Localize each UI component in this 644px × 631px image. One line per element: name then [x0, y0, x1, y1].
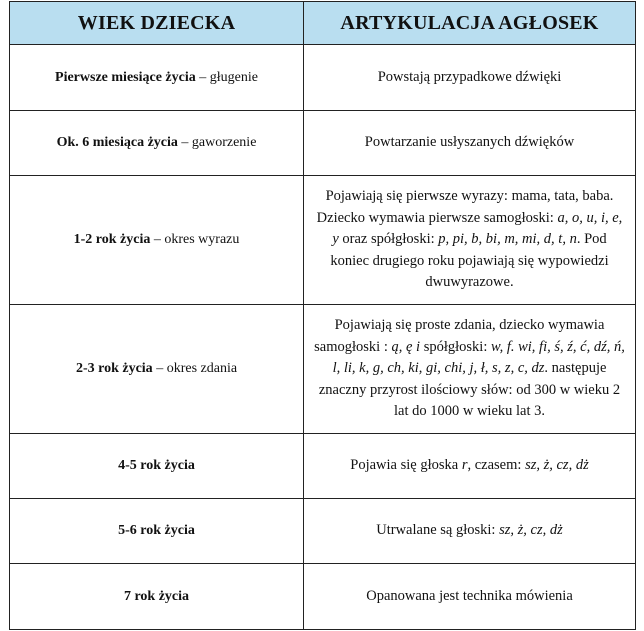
age-cell — [10, 111, 304, 176]
table-body — [10, 45, 636, 630]
articulation-text: . Pod koniec drugiego roku pojawiają się wypowiedzi dwuwyrazowe. — [330, 231, 609, 291]
age-period: – gługenie — [195, 69, 258, 85]
age-label: 7 rok życia — [123, 588, 190, 604]
articulation-cell — [304, 499, 636, 564]
sound-examples: sz, ż, cz, dż — [525, 457, 589, 474]
table-header-row — [10, 2, 636, 45]
age-label: 2-3 rok życia — [75, 361, 153, 376]
table-row — [10, 45, 636, 111]
articulation-text: Pojawiają się proste zdania, dziecko wymawia samogłoski : — [314, 317, 605, 355]
age-label: Pierwsze miesiące życia — [55, 69, 196, 85]
articulation-cell — [304, 176, 636, 305]
articulation-cell — [304, 564, 636, 630]
header-age: WIEK DZIECKA — [10, 2, 304, 45]
table-row — [10, 564, 636, 630]
articulation-text: Utrwalane są głoski: — [376, 522, 500, 539]
age-cell — [10, 434, 304, 499]
table-row — [10, 499, 636, 564]
table-row — [10, 176, 636, 305]
table-row — [10, 111, 636, 176]
sound-examples: r — [461, 457, 468, 474]
sound-examples: a, o, u, i, e, y — [332, 209, 623, 248]
age-label: 1-2 rok życia — [73, 232, 151, 247]
age-label: 5-6 rok życia — [118, 523, 195, 538]
table-row — [10, 434, 636, 499]
sound-examples: w, f. wi, fi, ś, ź, ć, dź, ń, l, li, k, g, ch, ki, gi, chi, j, ł, s, z, c, dz — [332, 338, 625, 377]
articulation-cell — [304, 434, 636, 499]
sound-examples: p, pi, b, bi, m, mi, d, t, n — [438, 231, 577, 248]
age-period: – okres zdania — [152, 361, 238, 376]
age-period: – gaworzenie — [177, 135, 257, 150]
age-cell — [10, 305, 304, 434]
age-cell — [10, 564, 304, 630]
age-label: 4-5 rok życia — [118, 458, 195, 473]
articulation-text: oraz spółgłoski: — [338, 231, 439, 248]
articulation-text: , czasem: — [467, 457, 526, 474]
articulation-text: Powtarzanie usłyszanych dźwięków — [364, 134, 575, 151]
age-label: Ok. 6 miesiąca życia — [56, 135, 178, 150]
articulation-text: Pojawiają się pierwsze wyrazy: mama, tata, baba. Dziecko wymawia pierwsze samogłoski: — [316, 188, 614, 226]
articulation-text: Pojawia się głoska — [350, 457, 462, 474]
age-period: – okres wyrazu — [150, 232, 240, 247]
articulation-text: Opanowana jest technika mówienia — [366, 587, 573, 604]
articulation-text: spółgłoski: — [420, 338, 491, 355]
articulation-cell — [304, 305, 636, 434]
sound-examples: ą, ę i — [391, 338, 421, 355]
articulation-cell — [304, 45, 636, 111]
age-cell — [10, 45, 304, 111]
header-articulation: ARTYKULACJA AGŁOSEK — [304, 2, 636, 45]
speech-development-table — [9, 1, 636, 630]
articulation-text: Powstają przypadkowe dźwięki — [377, 68, 562, 85]
articulation-cell — [304, 111, 636, 176]
age-cell — [10, 176, 304, 305]
articulation-text: . następuje znaczny przyrost ilościowy słów: od 300 w wieku 2 lat do 1000 w wieku lat 3. — [318, 360, 621, 420]
table-row — [10, 305, 636, 434]
sound-examples: sz, ż, cz, dż — [499, 522, 563, 539]
age-cell — [10, 499, 304, 564]
